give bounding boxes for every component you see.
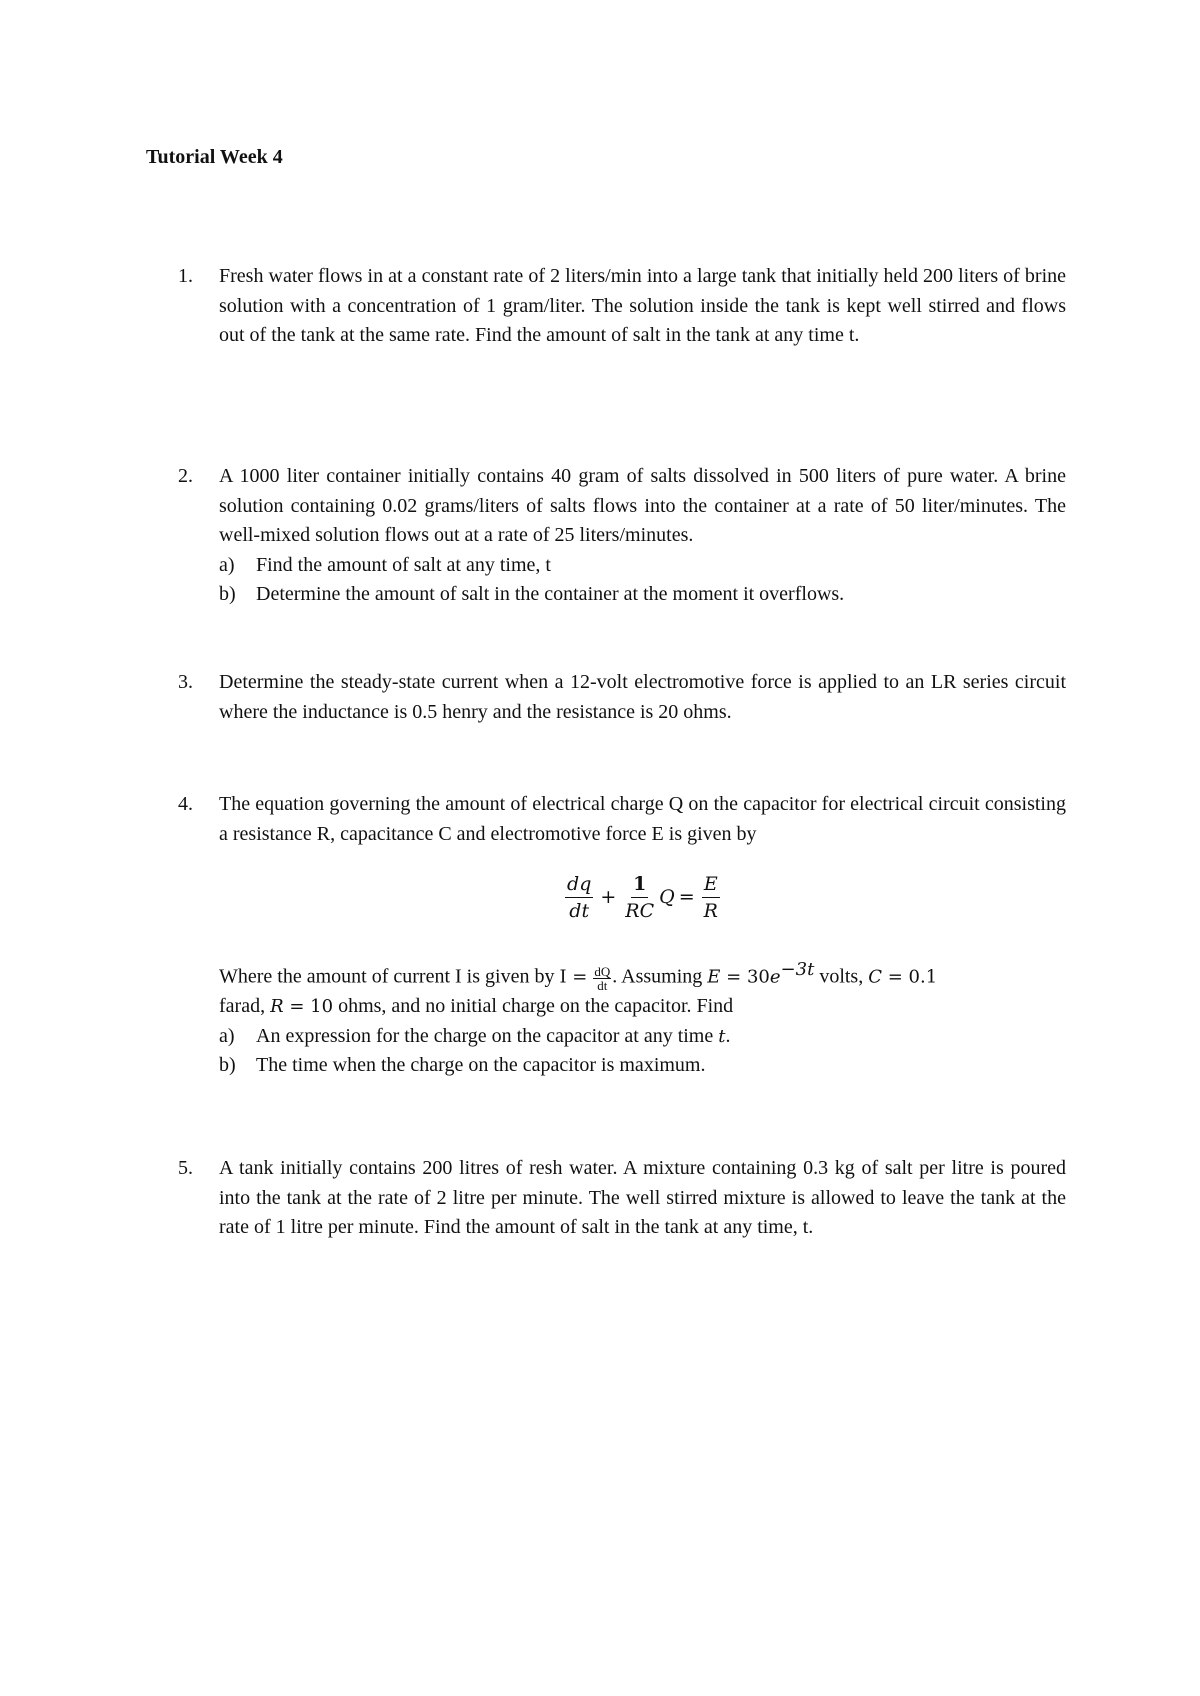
denominator: RC — [625, 900, 655, 922]
question-number: 2. — [178, 465, 193, 487]
numerator: 1 — [631, 873, 648, 898]
question-1 — [178, 262, 1066, 351]
part-text: The time when the charge on the capacitor is maximum. — [256, 1054, 706, 1077]
question-text: The equation governing the amount of electrical charge Q on the capacitor for electrical circuit consisting a resistance R, capacitance C and electromotive force E is given by — [219, 793, 1066, 845]
text-segment: ohms, and no initial charge on the capacitor. Find — [333, 995, 734, 1018]
part-text: An expression for the charge on the capacitor at any time — [256, 1024, 719, 1047]
question-text: A 1000 liter container initially contains 40 gram of salts dissolved in 500 liters of pure water. A brine solution containing 0.02 grams/liters of salts flows into the container at a rate of 50 liter/minutes. The well-mixed solution flows out at a rate of 25 liters/minutes. — [219, 465, 1066, 546]
question-2 — [178, 462, 1066, 610]
question-number: 4. — [178, 793, 193, 815]
given-values-line-1 — [219, 955, 1066, 992]
question-text: Fresh water flows in at a constant rate of 2 liters/min into a large tank that initially held 200 liters of brine solution with a concentration of 1 gram/liter. The solution inside the tank is kept well stirred and flows out of the tank at the same rate. Find the amount of salt in the tank at any time t. — [219, 265, 1066, 346]
exponent: −3t — [780, 959, 815, 980]
denominator: dt — [597, 977, 608, 993]
variable-c: C — [868, 966, 882, 988]
question-part-b — [219, 580, 1066, 610]
question-text: A tank initially contains 200 litres of resh water. A mixture containing 0.3 kg of salt per litre is poured into the tank at the rate of 2 litre per minute. The well stirred mixture is allowed to leave the tank at the rate of 1 litre per minute. Find the amount of salt in the tank at any time, t. — [219, 1157, 1066, 1238]
question-5 — [178, 1154, 1066, 1243]
question-part-a — [219, 551, 1066, 581]
variable-r: R — [270, 996, 284, 1018]
part-label: b) — [219, 1054, 236, 1077]
page-title: Tutorial Week 4 — [146, 146, 283, 168]
question-4 — [178, 790, 1066, 1081]
fraction-e-r — [702, 873, 720, 922]
r-value: = 10 — [283, 996, 334, 1018]
differential-equation — [219, 849, 1066, 955]
numerator: E — [702, 873, 720, 898]
current-equation: I = — [559, 966, 588, 988]
question-number: 1. — [178, 265, 193, 287]
e-value: = 30 — [720, 966, 770, 988]
part-label: b) — [219, 583, 236, 605]
denominator: R — [703, 900, 718, 922]
part-text: Determine the amount of salt in the container at the moment it overflows. — [256, 583, 845, 605]
question-3 — [178, 668, 1066, 727]
part-end: . — [725, 1024, 731, 1047]
variable-q: Q — [659, 885, 675, 908]
variable-e: E — [707, 966, 721, 988]
part-label: a) — [219, 553, 235, 576]
c-value: = 0.1 — [882, 966, 938, 988]
text-segment: . Assuming — [612, 965, 708, 988]
numerator: dQ — [594, 963, 611, 979]
fraction-dq-dt — [565, 873, 593, 922]
question-part-b — [219, 1051, 1066, 1081]
text-segment: volts, — [814, 965, 869, 988]
denominator: dt — [569, 900, 590, 922]
equals-sign: = — [678, 885, 695, 908]
text-segment: Where the amount of current I is given by — [219, 965, 560, 988]
variable-t: t — [718, 1025, 726, 1047]
question-number: 3. — [178, 671, 193, 693]
exponential-base: e — [769, 966, 781, 988]
question-number: 5. — [178, 1157, 193, 1179]
plus-sign: + — [600, 885, 617, 908]
fraction-1-rc — [623, 873, 656, 922]
part-label: a) — [219, 1024, 235, 1047]
text-segment: farad, — [219, 995, 271, 1018]
question-text: Determine the steady-state current when a 12-volt electromotive force is applied to an LR series circuit where the inductance is 0.5 henry and the resistance is 20 ohms. — [219, 671, 1066, 723]
part-text: Find the amount of salt at any time, t — [256, 553, 551, 576]
question-part-a — [219, 1022, 1066, 1052]
given-values-line-2 — [219, 992, 1066, 1022]
fraction-dq-dt-small — [593, 965, 611, 992]
numerator: dq — [565, 873, 593, 898]
